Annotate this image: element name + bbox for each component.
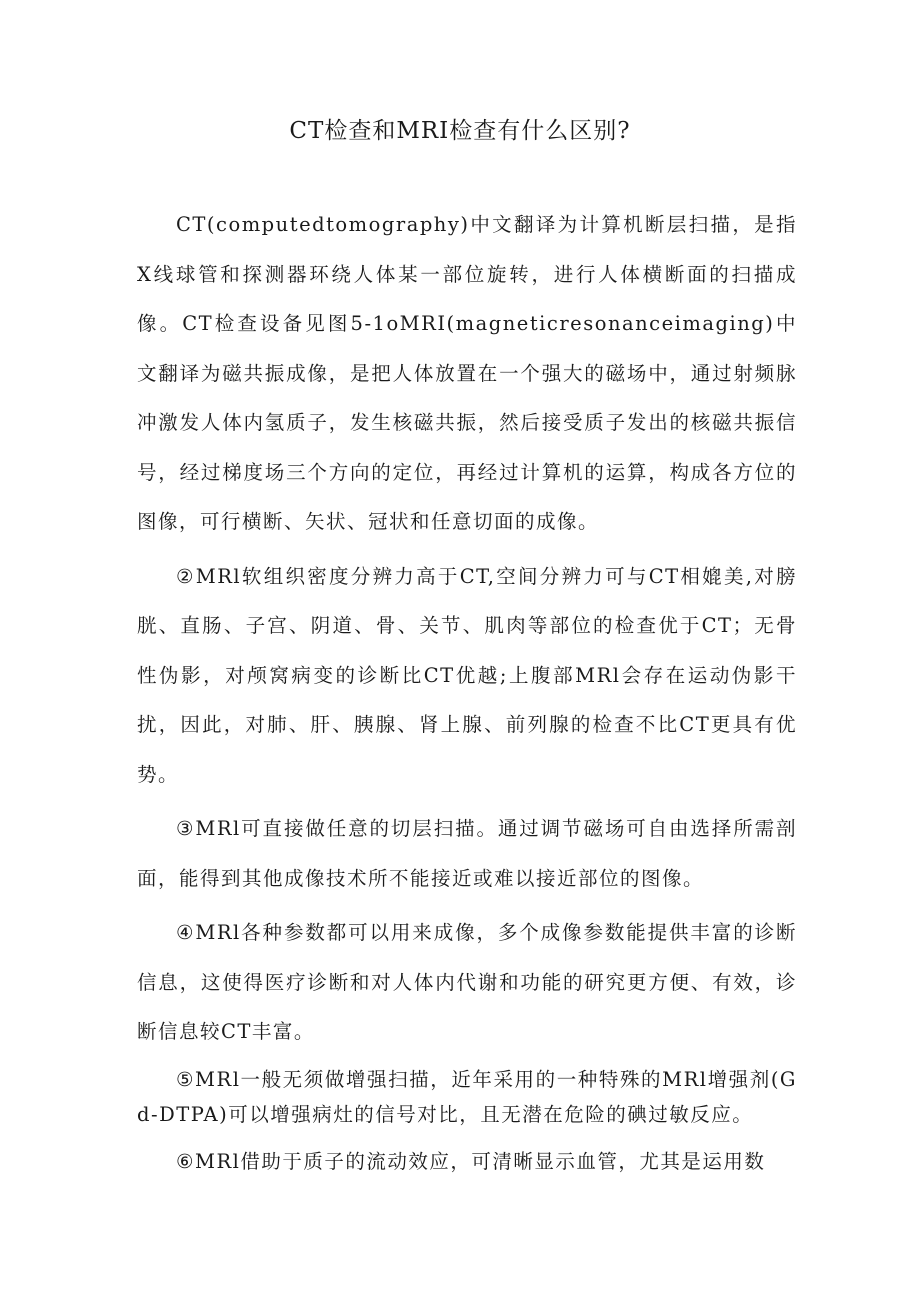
paragraph-contrast-agent: ⑤MRl一般无须做增强扫描，近年采用的一种特殊的MRl增强剂(Gd-DTPA)可以增强病灶的信号对比，且无潜在危险的碘过敏反应。 [137,1067,797,1126]
paragraph-soft-tissue-resolution: ②MRl软组织密度分辨力高于CT,空间分辨力可与CT相媲美,对膀胱、直肠、子宫、阴道、骨、关节、肌肉等部位的检查优于CT；无骨性伪影，对颅窝病变的诊断比CT优越;上腹部MRl会存在运动伪影干扰，因此，对肺、肝、胰腺、肾上腺、前列腺的检查不比CT更具有优势。 [137,564,797,786]
document-body [137,200,797,1186]
paragraph-flow-effect: ⑥MRl借助于质子的流动效应，可清晰显示血管，尤其是运用数 [176,1149,766,1173]
paragraph-imaging-parameters: ④MRl各种参数都可以用来成像，多个成像参数能提供丰富的诊断信息，这使得医疗诊断和对人体内代谢和功能的研究更方便、有效，诊断信息较CT丰富。 [137,921,797,1043]
paragraph-ct-mri-definition: CT(computedtomography)中文翻译为计算机断层扫描，是指X线球管和探测器环绕人体某一部位旋转，进行人体横断面的扫描成像。CT检查设备见图5-1oMRI(magneticresonanceimaging)中文翻译为磁共振成像，是把人体放置在一个强大的磁场中，通过射频脉冲激发人体内氢质子，发生核磁共振，然后接受质子发出的核磁共振信号，经过梯度场三个方向的定位，再经过计算机的运算，构成各方位的图像，可行横断、矢状、冠状和任意切面的成像。 [137,213,797,533]
paragraph-arbitrary-slicing: ③MRl可直接做任意的切层扫描。通过调节磁场可自由选择所需剖面，能得到其他成像技术所不能接近或难以接近部位的图像。 [137,817,797,890]
page-title: CT检查和MRI检查有什么区别? [289,118,631,144]
